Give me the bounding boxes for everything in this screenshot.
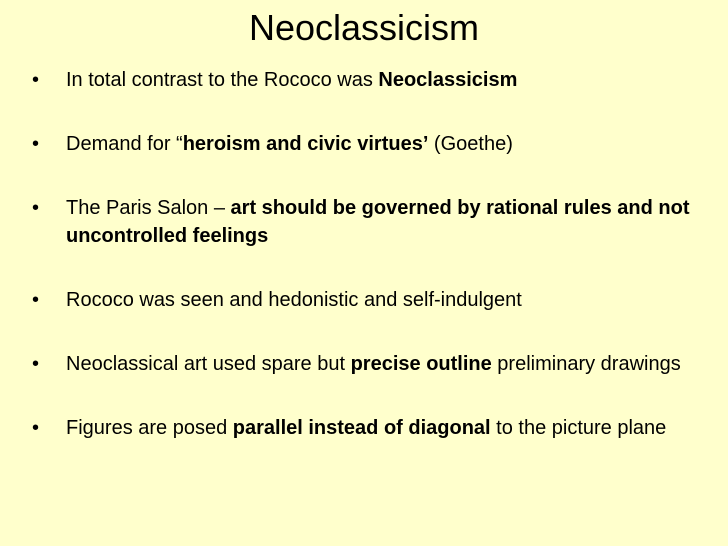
bullet-dot-icon: • — [32, 289, 40, 311]
bullet-item — [32, 350, 712, 378]
bullet-item — [32, 130, 712, 158]
bullet-dot-icon: • — [32, 197, 40, 219]
bold-segment: art should be governed by rational rules and not uncontrolled feelings — [66, 197, 690, 247]
bullet-list — [32, 66, 712, 478]
bold-segment: heroism and civic virtues’ — [182, 133, 429, 155]
text-segment: The Paris Salon – — [66, 197, 231, 219]
bullet-item — [32, 286, 712, 314]
bold-segment: parallel instead of diagonal — [232, 417, 491, 439]
text-segment: Neoclassical art used spare but — [66, 353, 351, 375]
slide-title: Neoclassicism — [248, 7, 480, 48]
text-segment: Demand for “ — [66, 133, 183, 155]
bullet-text — [66, 133, 513, 155]
bold-segment: Neoclassicism — [378, 69, 518, 91]
text-segment: to the picture plane — [490, 417, 667, 439]
bullet-item — [32, 194, 712, 250]
bullet-item — [32, 414, 712, 442]
bullet-dot-icon: • — [32, 353, 40, 375]
text-segment: (Goethe) — [428, 133, 513, 155]
bullet-text — [66, 289, 522, 311]
text-segment: preliminary drawings — [491, 353, 681, 375]
bullet-text — [66, 197, 690, 247]
bullet-dot-icon: • — [32, 133, 40, 155]
text-segment: Figures are posed — [66, 417, 233, 439]
bold-segment: precise outline — [350, 353, 492, 375]
bullet-text — [66, 69, 517, 91]
bullet-item — [32, 66, 712, 94]
bullet-dot-icon: • — [32, 69, 40, 91]
bullet-text — [66, 417, 666, 439]
bullet-dot-icon: • — [32, 417, 40, 439]
bullet-text — [66, 353, 681, 375]
text-segment: In total contrast to the Rococo was — [66, 69, 379, 91]
text-segment: Rococo was seen and hedonistic and self-indulgent — [66, 289, 522, 311]
